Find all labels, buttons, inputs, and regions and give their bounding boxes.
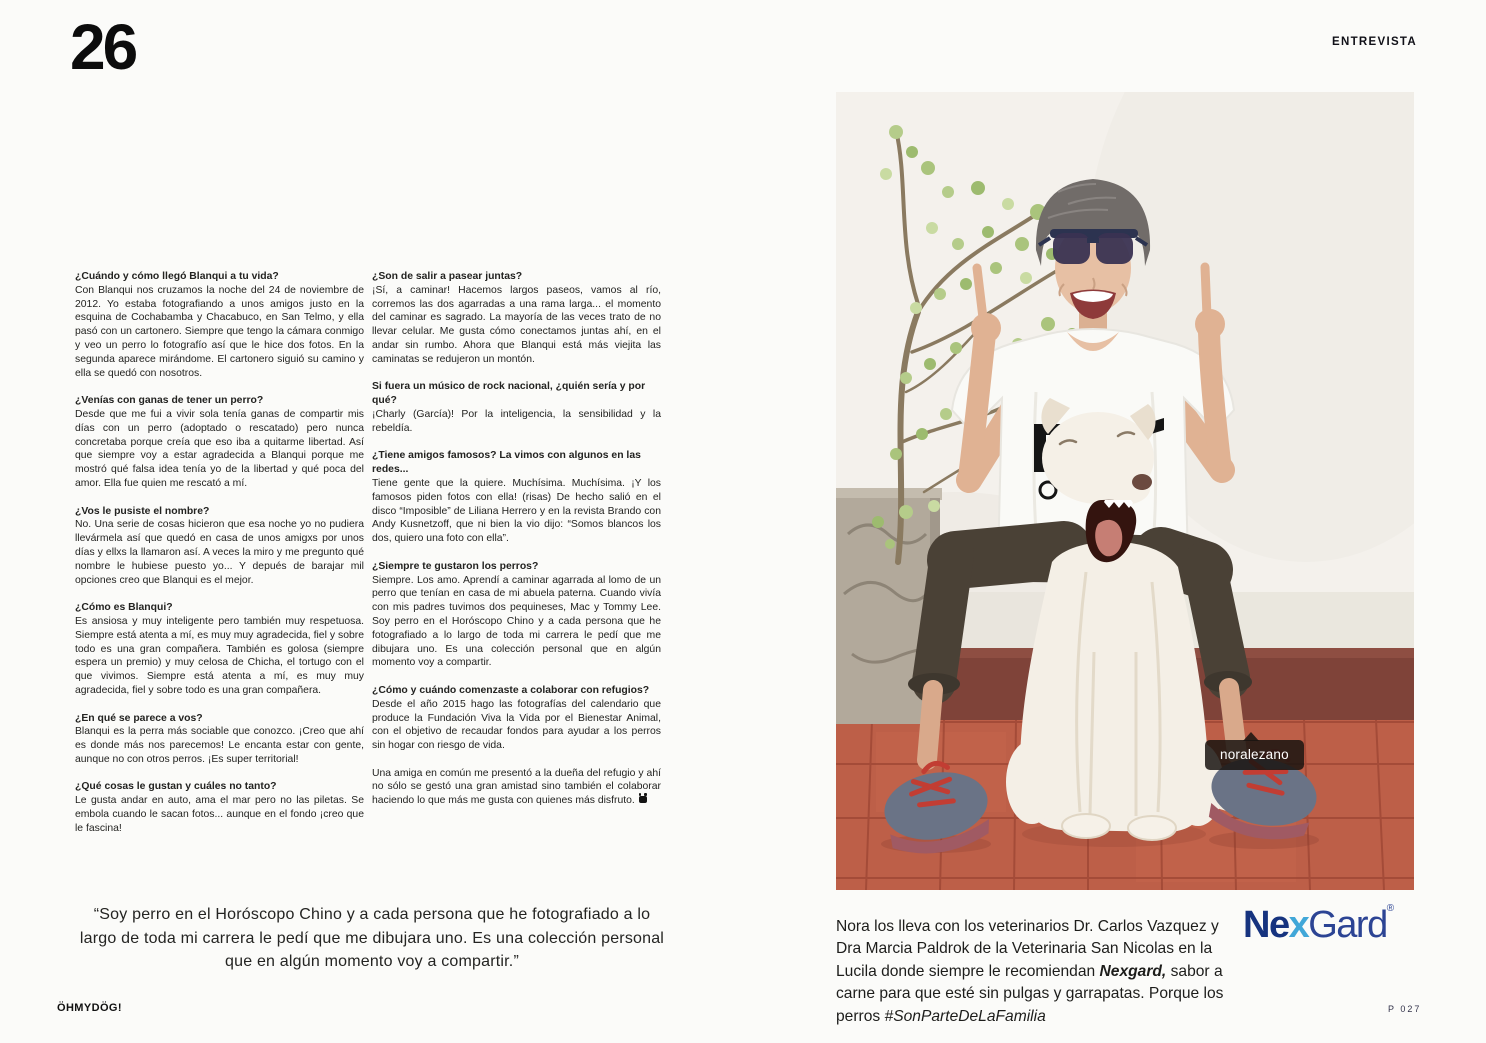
magazine-logo: ÖHMYDÖG! (57, 1002, 122, 1014)
answer: Le gusta andar en auto, ama el mar pero no las piletas. Se embola cuando le sacan fotos... aunque en el fondo ¡creo que le fascina! (75, 795, 364, 834)
answer (372, 767, 661, 808)
question: ¿Cómo y cuándo comenzaste a colaborar con refugios? (372, 684, 650, 696)
answer: Blanqui es la perra más sociable que conozco. ¡Creo que ahí es donde más nos parecemos! Le encanta estar con gente, aunque no con otros perros. ¡Es super territorial! (75, 726, 364, 765)
answer: Desde que me fui a vivir sola tenía ganas de compartir mis días con un perro (adoptado o rescatado) pero nunca concretaba porque creía que eso iba a quitarme libertad. Así que siempre voy a estar agradecida a Blanqui porque me mostró qué falsa idea tenía yo de la libertad y qué poca del amor. Ella fue quien me rescató a mí. (75, 408, 364, 489)
answer: No. Una serie de cosas hicieron que esa noche yo no pudiera llevármela así que quedó en casa de unos amigxs por unos días y ellxs la llamaron así. A veces la miro y me pregunto qué nombre le hubiese puesto yo... Y depués de barajar mil opciones creo que Blanqui es el mejor. (75, 519, 364, 586)
nexgard-logo-x: x (1288, 904, 1309, 946)
caption-text: sabor a carne para que esté sin pulgas y garrapatas. Porque los perros (836, 962, 1224, 1025)
section-label: ENTREVISTA (1332, 36, 1417, 48)
question: ¿Cómo es Blanqui? (75, 602, 173, 614)
question: ¿En qué se parece a vos? (75, 712, 203, 724)
question: Si fuera un músico de rock nacional, ¿quién sería y por qué? (372, 381, 646, 407)
answer: Desde el año 2015 hago las fotografías del calendario que produce la Fundación Viva la Vida por el Bienestar Animal, con el objetivo de recaudar fondos para ayudar a los perros sin hogar con riesgo de vida. (372, 698, 661, 752)
answer: ¡Charly (García)! Por la inteligencia, la sensibilidad y la rebeldía. (372, 408, 661, 434)
answer: Con Blanqui nos cruzamos la noche del 24 de noviembre de 2012. Yo estaba fotografiando a unos amigos justo en la esquina de Cochabamba y Chacabuco, en San Telmo, y ella pasó con un cartonero. Siempre que tengo la cámara conmigo y veo un perro lo fotografío así que le hice dos fotos. En la segunda aparece mirándome. El cartonero siguió su camino y ella se quedó con nosotros. (75, 284, 364, 379)
interview-photo (836, 92, 1414, 890)
photo-illustration (836, 92, 1414, 890)
interview-column-2 (372, 270, 661, 808)
registered-mark: ® (1386, 903, 1395, 914)
question: ¿Qué cosas le gustan y cuáles no tanto? (75, 781, 277, 793)
interview-column-1 (75, 270, 364, 836)
page-number: 26 (70, 11, 136, 83)
pull-quote: “Soy perro en el Horóscopo Chino y a cada persona que he fotografiado a lo largo de toda mi carrera le pedí que me dibujara uno. Es una colección personal que en algún momento voy a compartir.” (79, 906, 665, 970)
photo-tag: noralezano (1205, 740, 1304, 770)
caption-text: Nora los lleva con los veterinarios Dr. Carlos Vazquez y Dra Marcia Paldrok de la Veterinaria San Nicolas en la Lucila donde siempre le recomiendan (836, 917, 1219, 980)
nexgard-logo (1243, 903, 1394, 947)
answer-text: Una amiga en común me presentó a la dueña del refugio y ahí no sólo se gestó una gran amistad sino también el colaborar haciendo lo que más me gusta con quienes más disfruto. (372, 767, 661, 807)
nexgard-logo-ne: Ne (1243, 904, 1289, 946)
question: ¿Tiene amigos famosos? La vimos con algunos en las redes... (372, 450, 641, 476)
question: ¿Siempre te gustaron los perros? (372, 560, 539, 572)
dog-end-mark-icon (639, 796, 647, 803)
question: ¿Cuándo y cómo llegó Blanqui a tu vida? (75, 271, 279, 282)
question: ¿Vos le pusiste el nombre? (75, 505, 210, 517)
photo-caption (836, 916, 1248, 1029)
page-reference: P 027 (1388, 1004, 1422, 1014)
question: ¿Son de salir a pasear juntas? (372, 271, 523, 282)
caption-brand: Nexgard, (1099, 962, 1167, 980)
answer: Siempre. Los amo. Aprendí a caminar agarrada al lomo de un perro que tenían en casa de mi abuela paterna. Cuando vivía con mis padres tuvimos dos pequineses, Mac y Tommy Lee. Soy perro en el Horóscopo Chino y a cada persona que he fotografiado a lo largo de toda mi carrera le pedí que me dibujara uno. Es una colección personal que en algún momento voy a compartir. (372, 574, 661, 669)
answer: Es ansiosa y muy inteligente pero también muy respetuosa. Siempre está atenta a mí, es muy muy agradecida, fiel y sobre todo es una gran compañera. También es golosa (siempre espera un premio) y muy celosa de Chicha, el tortugo con el que vivimos. Siempre está atenta a mí, es muy muy agradecida, fiel y sobre todo es una gran compañera. (75, 615, 364, 696)
question: ¿Venías con ganas de tener un perro? (75, 395, 264, 407)
answer: ¡Sí, a caminar! Hacemos largos paseos, vamos al río, corremos las dos agarradas a una rama larga... el momento del caminar es sagrado. La mayoría de las veces trato de no llevar celular. Me gusta cómo conectamos juntas ahí, en el andar sin rumbo. Ahora que Blanqui está más viejita las caminatas se redujeron un montón. (372, 284, 661, 365)
nexgard-logo-gard: Gard (1308, 904, 1387, 946)
answer: Tiene gente que la quiere. Muchísima. Muchísima. ¡Y los famosos piden fotos con ella! (risas) De hecho salió en el disco “Imposible” de Liliana Herrero y en la revista Brando con Andy Kusnetzoff, que ni bien la vio dijo: “Somos blancos los dos, quiero una foto con ella”. (372, 477, 661, 545)
caption-hashtag: #SonParteDeLaFamilia (884, 1007, 1046, 1025)
